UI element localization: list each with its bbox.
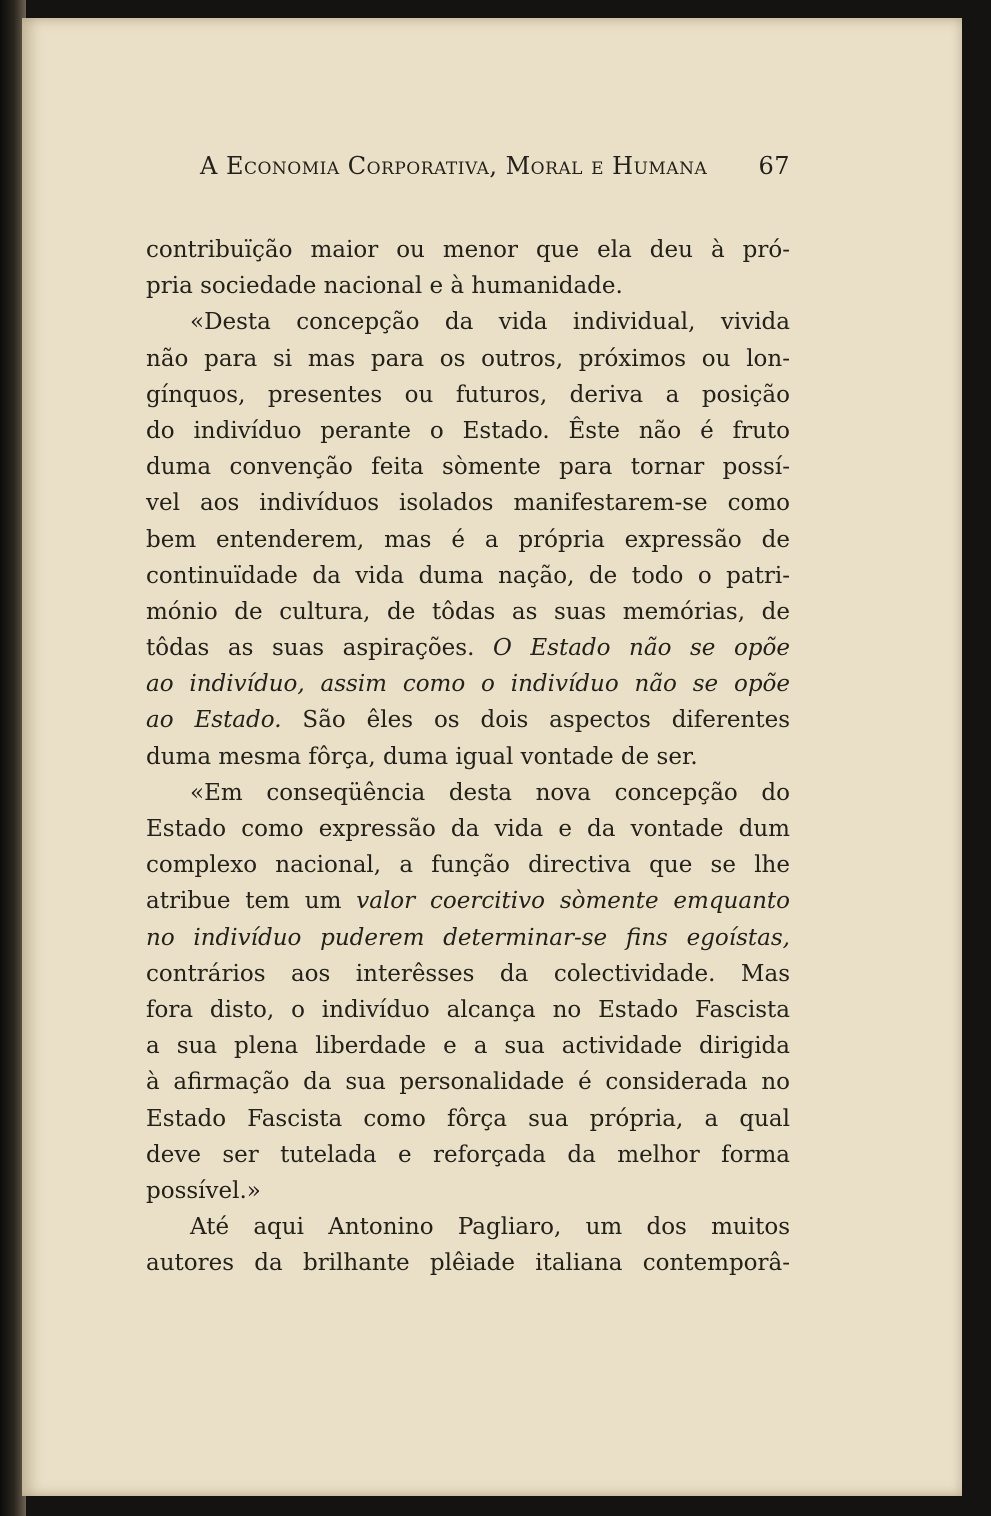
running-title: A Economia Corporativa, Moral e Humana (200, 152, 708, 180)
text-line: Estado como expressão da vida e da vontade dum (146, 816, 790, 842)
body-text (146, 232, 790, 1281)
text-line: mónio de cultura, de tôdas as suas memórias, de (146, 598, 790, 625)
italic-segment: ao Estado. (146, 707, 282, 734)
text-line: bem entenderem, mas é a própria expressão de (146, 526, 790, 553)
text-line: à afirmação da sua personalidade é considerada no (146, 1069, 790, 1096)
italic-segment: O Estado não se opõe (492, 635, 790, 662)
text-line: duma convenção feita sòmente para tornar possí- (146, 454, 790, 481)
italic-segment: valor coercitivo sòmente emquanto (356, 888, 790, 915)
roman-segment: atribue tem um (146, 888, 357, 915)
text-line: contribuïção maior ou menor que ela deu à pró- (146, 237, 790, 263)
running-header (200, 152, 790, 188)
text-line: vel aos indivíduos isolados manifestarem-se como (146, 490, 790, 517)
text-line: fora disto, o indivíduo alcança no Estado Fascista (146, 996, 790, 1023)
text-line: «Desta concepção da vida individual, vivida (190, 309, 790, 336)
roman-segment: tôdas as suas aspirações. (146, 635, 493, 662)
text-line: Até aqui Antonino Pagliaro, um dos muitos (190, 1214, 790, 1241)
roman-segment: São êles os dois aspectos diferentes (281, 707, 790, 734)
italic-segment: no indivíduo puderem determinar-se fins egoístas, (146, 924, 790, 951)
text-line (146, 630, 790, 666)
text-line: pria sociedade nacional e à humanidade. (146, 273, 623, 300)
text-line: deve ser tutelada e reforçada da melhor forma (146, 1141, 790, 1168)
text-line: complexo nacional, a função directiva que se lhe (146, 852, 790, 879)
italic-segment: ao indivíduo, assim como o indivíduo não se opõe (146, 671, 790, 698)
text-line (146, 702, 790, 738)
text-line: continuïdade da vida duma nação, de todo o patri- (146, 562, 790, 589)
text-line: do indivíduo perante o Estado. Êste não é fruto (146, 417, 790, 444)
text-line: duma mesma fôrça, duma igual vontade de ser. (146, 743, 698, 770)
text-line: autores da brilhante plêiade italiana contemporâ- (146, 1250, 790, 1277)
text-line: possível.» (146, 1177, 261, 1204)
text-line: «Em conseqüência desta nova concepção do (190, 779, 790, 806)
text-line (146, 666, 790, 702)
page-number: 67 (758, 152, 790, 180)
text-line: gínquos, presentes ou futuros, deriva a posição (146, 381, 790, 408)
text-line: não para si mas para os outros, próximos ou lon- (146, 345, 790, 372)
text-line: Estado Fascista como fôrça sua própria, a qual (146, 1105, 790, 1132)
text-line (146, 920, 790, 956)
text-line: a sua plena liberdade e a sua actividade dirigida (146, 1033, 790, 1060)
text-line (146, 883, 790, 919)
text-line: contrários aos interêsses da colectividade. Mas (146, 960, 790, 987)
